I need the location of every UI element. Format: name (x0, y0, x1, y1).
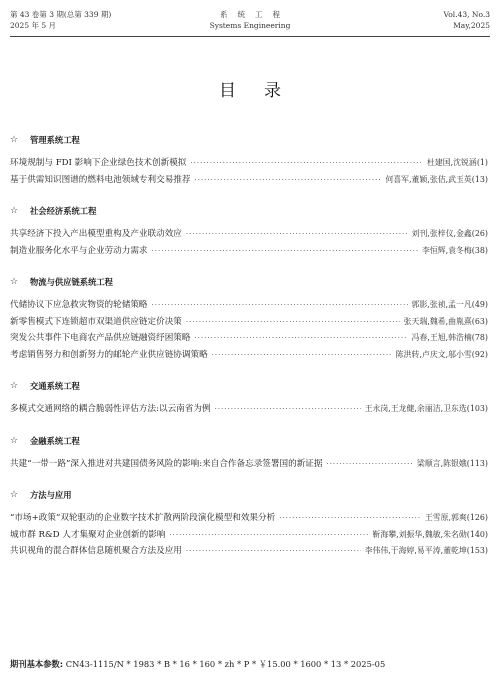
section-heading (10, 433, 488, 449)
parameters-text: CN43-1115/N * 1983 * B * 16 * 160 * zh * P * ￥15.00 * 1600 * 13 * 2025-05 (65, 659, 386, 669)
star-outline-icon: ☆ (10, 490, 19, 500)
article-title: 环境规制与 FDI 影响下企业绿色技术创新模拟 (10, 158, 187, 168)
star-outline-icon: ☆ (10, 135, 19, 145)
article-title: 城市群 R&D 人才集聚对企业创新的影响 (10, 529, 166, 540)
article-title: 共识视角的混合群体信息随机聚合方法及应用 (10, 546, 182, 556)
dot-leader (326, 460, 412, 468)
dot-leader (215, 405, 361, 413)
issue-volume-english: Vol.43, No.3 (443, 10, 490, 19)
article-title: 新零售模式下连锁超市双渠道供应链定价决策 (10, 316, 182, 327)
toc-entry[interactable] (10, 156, 488, 173)
toc-entry[interactable] (10, 511, 488, 528)
article-authors-page: 冯春,王旭,韩浩楠(78) (411, 333, 488, 342)
section-heading (10, 203, 488, 219)
journal-title-english: Systems Engineering (209, 21, 291, 30)
article-authors-page: 何喜军,董颖,张佶,武玉英(13) (385, 174, 488, 184)
dot-leader (186, 318, 400, 326)
article-authors-page: 杜建国,沈锐涵(1) (426, 158, 488, 167)
dot-leader (212, 351, 392, 359)
issue-volume: 第 43 卷第 3 期(总第 339 期) (10, 10, 112, 19)
dot-leader (186, 230, 408, 238)
toc-entry[interactable] (10, 315, 488, 332)
article-authors-page: 陈洪转,卢庆文,邬小雪(92) (395, 349, 488, 359)
journal-header (10, 9, 490, 43)
article-title: 突发公共事件下电商农产品供应链融资纾困策略 (10, 333, 191, 343)
issue-date: 2025 年 5 月 (10, 21, 57, 30)
star-outline-icon: ☆ (10, 381, 19, 391)
toc-entry[interactable] (10, 298, 488, 315)
dot-leader (152, 301, 408, 309)
article-authors-page: 李恒辉,袁冬梅(38) (421, 245, 488, 255)
journal-title-chinese: 系统工程 (219, 10, 290, 19)
article-authors-page: 梁顺言,陈银娥(113) (416, 458, 488, 468)
dot-leader (190, 159, 423, 167)
page-title: 目录 (219, 81, 309, 101)
article-title: 基于供需知识图谱的燃料电池领域专利交易推荐 (10, 174, 191, 185)
toc-entry[interactable] (10, 544, 488, 561)
dot-leader (194, 176, 381, 184)
section-entries (10, 156, 488, 189)
article-title: 代储协议下应急救灾物资的轮储策略 (10, 300, 148, 310)
header-rule (10, 36, 490, 37)
section-entries (10, 402, 488, 419)
star-outline-icon: ☆ (10, 206, 19, 216)
section-entries (10, 511, 488, 561)
section-title: 社会经济系统工程 (30, 206, 97, 216)
journal-title (210, 9, 291, 31)
toc-entry[interactable] (10, 402, 488, 419)
section-entries (10, 227, 488, 260)
toc-entry[interactable] (10, 331, 488, 348)
section-title: 方法与应用 (30, 490, 72, 500)
toc-entry[interactable] (10, 173, 488, 190)
toc-entry[interactable] (10, 244, 488, 261)
toc-entry[interactable] (10, 457, 488, 474)
parameters-label: 期刊基本参数: (10, 659, 64, 669)
issue-info-english (444, 9, 490, 31)
article-title: 共建“一带一路”深入推进对共建国债务风险的影响:来自合作备忘录签署国的新证据 (10, 458, 323, 469)
article-authors-page: 王雪原,郭爽(126) (424, 513, 488, 522)
toc-entry[interactable] (10, 528, 488, 545)
star-outline-icon: ☆ (10, 277, 19, 287)
section-heading (10, 487, 488, 503)
article-authors-page: 郭影,张祯,孟一凡(49) (411, 300, 488, 309)
dot-leader (194, 334, 407, 342)
article-title: 共享经济下投入产出模型重构及产业联动效应 (10, 229, 182, 239)
toc-entry[interactable] (10, 348, 488, 365)
journal-parameters (10, 658, 490, 670)
article-authors-page: 刘刊,张梓仪,金鑫(26) (411, 229, 488, 238)
section-entries (10, 457, 488, 474)
article-title: 制造业服务化水平与企业劳动力需求 (10, 245, 148, 256)
table-of-contents (10, 132, 488, 575)
section-entries (10, 298, 488, 364)
article-title: 多模式交通网络的耦合脆弱性评估方法:以云南省为例 (10, 404, 211, 414)
section-heading (10, 132, 488, 148)
section-heading (10, 274, 488, 290)
issue-info (10, 9, 111, 31)
article-authors-page: 李伟伟,于海婷,易平涛,董乾坤(153) (364, 546, 488, 555)
section-title: 物流与供应链系统工程 (30, 277, 113, 287)
article-title: “市场+政策”双轮驱动的企业数字技术扩散两阶段演化模型和效果分析 (10, 513, 276, 523)
dot-leader (152, 247, 418, 255)
toc-entry[interactable] (10, 227, 488, 244)
section-heading (10, 378, 488, 394)
dot-leader (279, 514, 421, 522)
issue-date-english: May,2025 (453, 21, 490, 30)
article-authors-page: 张天瑞,魏希,曲胤熹(63) (403, 316, 488, 326)
dot-leader (186, 547, 361, 555)
section-title: 交通系统工程 (30, 381, 80, 391)
section-title: 管理系统工程 (30, 135, 80, 145)
article-title: 考虑销售努力和创新努力的邮轮产业供应链协调策略 (10, 349, 208, 360)
article-authors-page: 靳海攀,刘振华,魏敏,朱名勋(140) (372, 529, 488, 539)
dot-leader (169, 531, 368, 539)
article-authors-page: 王永岗,王龙健,余丽洁,卫东选(103) (364, 404, 488, 413)
star-outline-icon: ☆ (10, 435, 19, 446)
section-title: 金融系统工程 (30, 435, 80, 446)
